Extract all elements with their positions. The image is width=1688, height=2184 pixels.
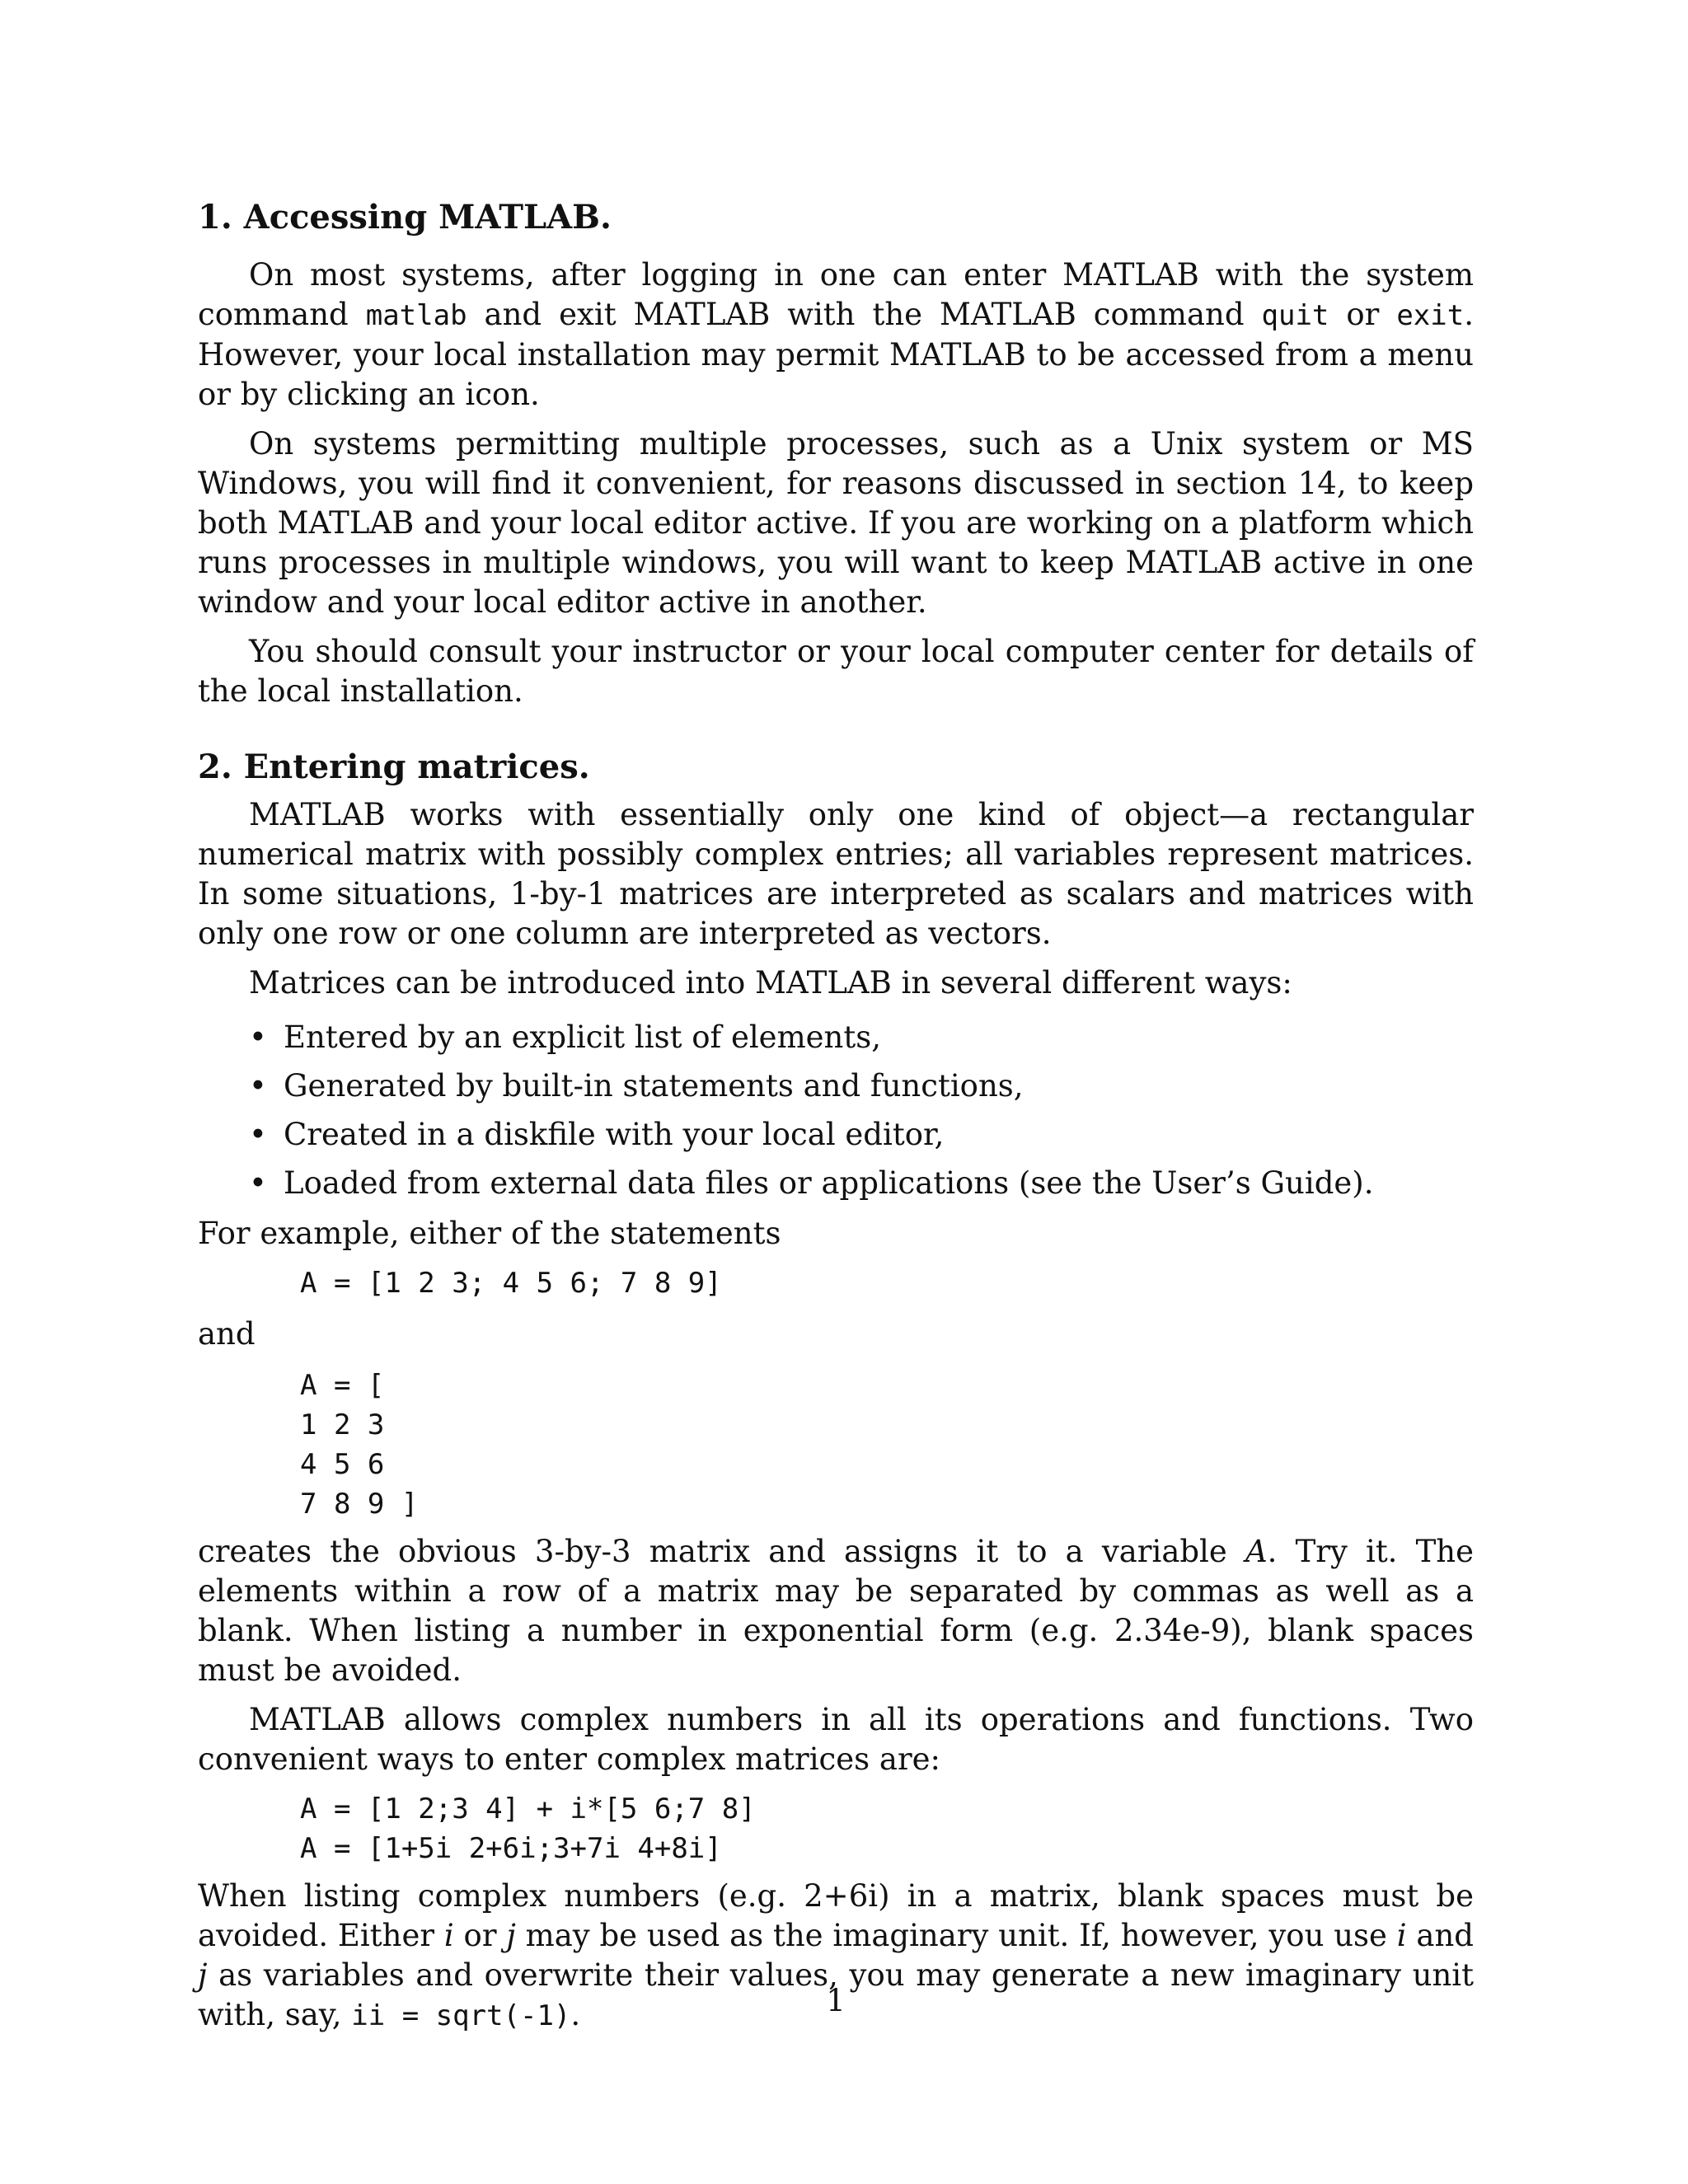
text-run: . Try it. The elements within a row of a matrix may be separated by commas as well as a blank. When listing a number in exponential form (e.g. 2.34e-9), blank spaces must be avoided. xyxy=(198,1534,1474,1688)
paragraph-accessing-1 xyxy=(198,255,1474,415)
text-run: or xyxy=(1329,297,1397,332)
text-run: When listing complex numbers (e.g. 2+6i) in a matrix, blank spaces must be avoided. Either xyxy=(198,1878,1474,1953)
paragraph-entering-2: Matrices can be introduced into MATLAB in several different ways: xyxy=(249,965,1292,1001)
bullet-icon: • xyxy=(249,1019,267,1055)
bullet-icon: • xyxy=(249,1165,267,1201)
variable-i: i xyxy=(443,1918,454,1953)
paragraph-entering-1: MATLAB works with essentially only one kind of object—a rectangular numerical matrix with possibly complex entries; all variables represent matrices. In some situations, 1-by-1 matrices are interpreted as scalars and matrices with only one row or one column are interpreted as vectors. xyxy=(198,797,1474,951)
variable-j: j xyxy=(198,1957,208,1993)
list-item-text: Entered by an explicit list of elements, xyxy=(284,1019,882,1055)
text-run: as variables and overwrite their values, you may generate a new imaginary unit with, say, xyxy=(198,1957,1474,2032)
bullet-list-ways xyxy=(198,1013,1474,1207)
text-run: . However, your local installation may permit MATLAB to be accessed from a menu or by clicking an icon. xyxy=(198,297,1474,412)
code-matlab: matlab xyxy=(365,299,467,332)
text-run: creates the obvious 3-by-3 matrix and assigns it to a variable xyxy=(198,1534,1245,1569)
list-item-text: Loaded from external data files or applications (see the User’s Guide). xyxy=(284,1165,1374,1201)
paragraph-creates-matrix xyxy=(198,1532,1474,1690)
paragraph-for-example: For example, either of the statements xyxy=(198,1216,781,1251)
list-item-text: Created in a diskfile with your local editor, xyxy=(284,1117,945,1152)
variable-a: A xyxy=(1245,1534,1268,1569)
paragraph-complex-numbers: MATLAB allows complex numbers in all its operations and functions. Two convenient ways to enter complex matrices are: xyxy=(198,1702,1474,1777)
text-run: and exit MATLAB with the MATLAB command xyxy=(467,297,1262,332)
text-run: and xyxy=(1406,1918,1474,1953)
paragraph-and: and xyxy=(198,1316,256,1352)
list-item xyxy=(249,1159,1474,1207)
variable-j: j xyxy=(506,1918,516,1953)
variable-i: i xyxy=(1396,1918,1407,1953)
code-exit: exit xyxy=(1396,299,1465,332)
list-item xyxy=(249,1013,1474,1062)
code-block-complex-matrices: A = [1 2;3 4] + i*[5 6;7 8] A = [1+5i 2+6i;3+7i 4+8i] xyxy=(300,1793,756,1865)
paragraph-accessing-2: On systems permitting multiple processes, such as a Unix system or MS Windows, you will find it convenient, for reasons discussed in section 14, to keep both MATLAB and your local editor active. If you are working on a platform which runs processes in multiple windows, you will want to keep MATLAB active in one window and your local editor active in another. xyxy=(198,426,1474,620)
text-run: On most systems, after logging in one can enter MATLAB with the system command xyxy=(198,257,1474,332)
section-title-entering-matrices: 2. Entering matrices. xyxy=(198,748,590,786)
paragraph-accessing-3: You should consult your instructor or your local computer center for details of the local installation. xyxy=(198,634,1474,709)
list-item-text: Generated by built-in statements and functions, xyxy=(284,1068,1024,1104)
text-run: . xyxy=(570,1997,581,2032)
code-block-matrix-multiline: A = [ 1 2 3 4 5 6 7 8 9 ] xyxy=(300,1369,419,1521)
page-number: 1 xyxy=(826,1983,846,2018)
bullet-icon: • xyxy=(249,1117,267,1152)
document-page xyxy=(198,0,1474,2184)
section-title-accessing-matlab: 1. Accessing MATLAB. xyxy=(198,198,612,237)
code-block-matrix-inline: A = [1 2 3; 4 5 6; 7 8 9] xyxy=(300,1267,722,1300)
bullet-icon: • xyxy=(249,1068,267,1104)
list-item xyxy=(249,1062,1474,1110)
code-sqrt: ii = sqrt(-1) xyxy=(351,1999,571,2032)
list-item xyxy=(249,1110,1474,1159)
text-run: may be used as the imaginary unit. If, however, you use xyxy=(515,1918,1397,1953)
text-run: or xyxy=(453,1918,507,1953)
code-quit: quit xyxy=(1261,299,1329,332)
